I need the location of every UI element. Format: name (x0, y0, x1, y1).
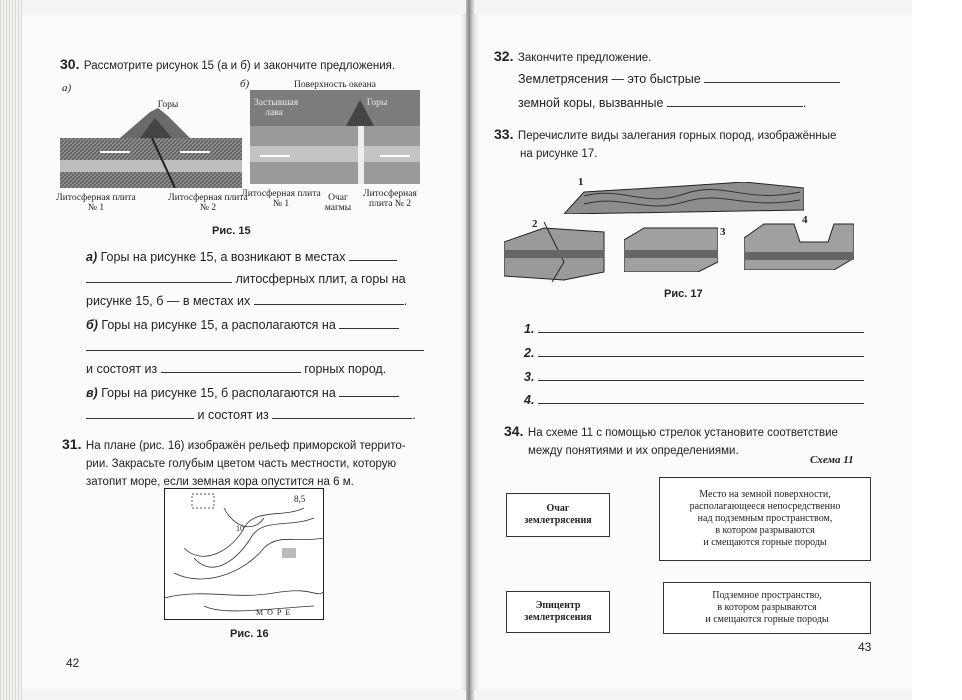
fig15b-magma-label: Очаг магмы (324, 193, 352, 213)
q33-answer-1 (524, 322, 864, 336)
q30a-text2: литосферных плит, а горы на (235, 272, 406, 286)
q33-answer-3 (524, 370, 864, 384)
fig16-height-label: 8,5 (294, 494, 306, 504)
q30-header (60, 56, 460, 74)
q32-blank1[interactable] (704, 81, 840, 83)
q32-header (494, 48, 651, 66)
fig16-map (164, 488, 324, 620)
q30v-line1 (86, 386, 446, 400)
def2-line2: в котором разрываются (717, 602, 817, 613)
q33-answer-2-blank[interactable] (538, 355, 864, 357)
q31-text1: На плане (рис. 16) изображён рельеф приморской террито- (85, 440, 406, 452)
q32-instruction: Закончите предложение. (517, 52, 652, 64)
q34-number: 34. (504, 423, 524, 439)
definition-1-box[interactable] (659, 477, 871, 561)
def1-line2: располагающееся непосредственно (689, 501, 841, 512)
q33-answer-1-num: 1. (524, 322, 535, 336)
page-edges (0, 0, 22, 700)
q33-answer-4-blank[interactable] (538, 402, 864, 404)
fig15b-mountains-label: Горы (366, 98, 388, 108)
term-epicenter-box[interactable] (506, 591, 610, 633)
q30a-blank2[interactable] (86, 281, 232, 283)
q31-text3: затопит море, если земная кора опустится на 6 м. (86, 476, 354, 488)
q30v-blank1[interactable] (339, 395, 399, 397)
fig15a-illustration (60, 108, 242, 188)
def2-line3: и смещаются горные породы (705, 614, 829, 625)
q30b-text2: и состоят из (86, 362, 158, 376)
q31-text2: рии. Закрасьте голубым цветом часть местности, которую (86, 458, 397, 470)
fig17-label-3: 3 (720, 226, 726, 238)
q30v-line2: и состоят из . (86, 408, 446, 422)
q30a-line1 (86, 250, 446, 264)
q30-instruction: Рассмотрите рисунок 15 (а и б) и закончите предложения. (83, 60, 396, 72)
q33-answer-3-num: 3. (524, 370, 535, 384)
fig15b-surface-label: Поверхность океана (294, 80, 376, 90)
q33-answer-2 (524, 346, 864, 360)
q30b-blank3[interactable] (161, 371, 301, 373)
q31-number: 31. (62, 436, 82, 452)
fig15a-letter: а) (62, 82, 72, 94)
fig17-label-1: 1 (578, 176, 584, 188)
fig15a-plate2-label: Литосферная плита № 2 (168, 193, 248, 213)
fig17-block-4 (744, 222, 854, 270)
def1-line1: Место на земной поверхности, (699, 489, 831, 500)
q30a-line3: рисунке 15, б — в местах их . (86, 294, 408, 308)
q30b-prefix: б) (86, 318, 98, 332)
q34-text1: На схеме 11 с помощью стрелок установите соответствие (527, 427, 838, 439)
fig17-label-4: 4 (802, 214, 808, 226)
q32-text2: земной коры, вызванные (518, 96, 664, 110)
q32-line2: земной коры, вызванные . (518, 96, 807, 110)
q30b-line1 (86, 318, 446, 332)
q33-text1: Перечислите виды залегания горных пород, изображённые (517, 130, 837, 142)
fig16-sea-label: М О Р Е (256, 608, 292, 617)
definition-2-box[interactable] (663, 582, 871, 634)
left-page-number: 42 (66, 656, 80, 670)
q33-answer-3-blank[interactable] (538, 379, 864, 381)
fig15b-plate2-label: Литосферная плита № 2 (363, 189, 417, 209)
q31-text (62, 436, 442, 490)
q34-text2: между понятиями и их определениями. (528, 445, 739, 457)
q30a-text3: рисунке 15, б — в местах их (86, 294, 251, 308)
q30v-text1: Горы на рисунке 15, б располагаются на (101, 386, 336, 400)
q33-text2: на рисунке 17. (520, 148, 598, 160)
term-epicenter-line2: землетрясения (524, 612, 592, 623)
q33-answer-2-num: 2. (524, 346, 535, 360)
fig16-contour-label: 10 (236, 524, 244, 533)
q30a-text1: Горы на рисунке 15, а возникают в местах (100, 250, 346, 264)
q30a-blank3[interactable] (254, 303, 404, 305)
q30v-blank2[interactable] (86, 417, 194, 419)
term-focus-line1: Очаг (546, 503, 570, 514)
q30-number: 30. (60, 56, 80, 72)
fig15b-lava-label: Застывшая лава (254, 98, 299, 118)
q32-text1: Землетрясения — это быстрые (518, 72, 701, 86)
q30b-blank2[interactable] (86, 349, 424, 351)
fig17-block-3 (624, 226, 718, 272)
def1-line4: в котором разрываются (715, 525, 815, 536)
fig15-caption: Рис. 15 (212, 225, 251, 237)
fig17-label-2: 2 (532, 218, 538, 230)
fig15b-plate1-label: Литосферная плита № 1 (241, 189, 321, 209)
q33-number: 33. (494, 126, 514, 142)
q30v-blank3[interactable] (272, 417, 412, 419)
q32-line1 (518, 72, 878, 86)
term-focus-line2: землетрясения (524, 515, 592, 526)
def1-line3: над подземным пространством, (697, 513, 833, 524)
fig17-caption: Рис. 17 (664, 288, 703, 300)
q30v-text2: и состоят из (197, 408, 269, 422)
scheme11-title: Схема 11 (810, 454, 854, 466)
fig16-caption: Рис. 16 (230, 628, 269, 640)
q30b-line3 (86, 362, 446, 376)
def2-line1: Подземное пространство, (712, 590, 822, 601)
q30b-blank1[interactable] (339, 327, 399, 329)
term-focus-box[interactable] (506, 493, 610, 537)
term-epicenter-line1: Эпицентр (535, 600, 581, 611)
fig15b-letter: б) (240, 78, 250, 90)
q30a-blank1[interactable] (349, 259, 397, 261)
scan-margin (912, 0, 962, 700)
q30a-prefix: а) (86, 250, 98, 264)
q30b-line2 (86, 340, 424, 354)
q32-number: 32. (494, 48, 514, 64)
fig15a-mountains-label: Горы (157, 100, 179, 110)
def1-line5: и смещаются горные породы (703, 537, 827, 548)
q33-answer-1-blank[interactable] (538, 331, 864, 333)
right-page-number: 43 (858, 640, 872, 654)
q33-answer-4-num: 4. (524, 393, 535, 407)
q30b-text3: горных пород. (304, 362, 387, 376)
fig17-block-2 (504, 222, 608, 282)
fig15a-plate1-label: Литосферная плита № 1 (56, 193, 136, 213)
q32-blank2[interactable] (667, 105, 803, 107)
fig17-block-1 (564, 182, 804, 214)
q30b-text1: Горы на рисунке 15, а располагаются на (101, 318, 336, 332)
q30v-prefix: в) (86, 386, 98, 400)
q30a-line2 (86, 272, 446, 286)
q33-header (494, 126, 874, 162)
q33-answer-4 (524, 393, 864, 407)
